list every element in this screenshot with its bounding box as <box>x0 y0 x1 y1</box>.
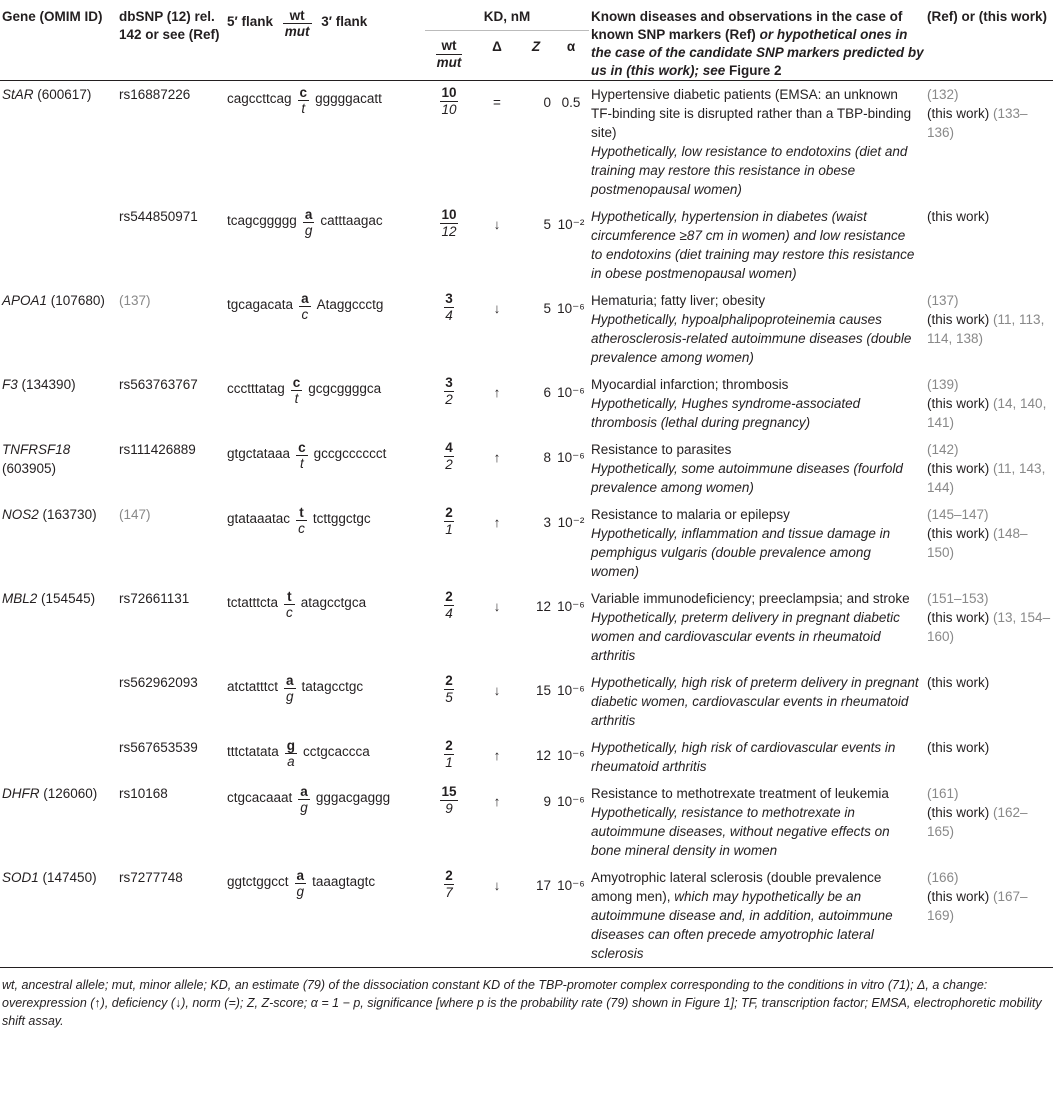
delta-cell: = <box>493 95 501 110</box>
table-row <box>0 203 1053 287</box>
disease-cell: Resistance to methotrexate treatment of leukemia Hypothetically, resistance to methotrexate in autoimmune diseases, without negative effects on bone mineral density in women <box>591 786 890 858</box>
kd-cell: $\frac{15}{9}$ <box>441 784 457 816</box>
header-flank: 5′ flank $\frac{wt}{\text{mut}}$ 3′ flank <box>227 8 368 39</box>
disease-cell: Hypothetically, high risk of cardiovascular events in rheumatoid arthritis <box>591 740 896 774</box>
alpha-cell: 10⁻⁶ <box>557 301 585 316</box>
disease-cell: Myocardial infarction; thrombosis Hypothetically, Hughes syndrome-associated thrombosis (lethal during pregnancy) <box>591 377 861 430</box>
kd-cell: $\frac{10}{10}$ <box>441 85 457 117</box>
gene-cell: StAR (600617) <box>2 87 92 102</box>
gene-cell: TNFRSF18 (603905) <box>2 442 71 476</box>
delta-cell: ↓ <box>493 301 501 316</box>
table-row <box>0 864 1053 967</box>
alpha-cell: 10⁻² <box>557 217 585 232</box>
snp-cell: rs544850971 <box>119 209 198 224</box>
gene-cell <box>0 203 118 287</box>
gene-cell: SOD1 (147450) <box>2 870 97 885</box>
z-cell: 5 <box>543 217 551 232</box>
gene-cell: APOA1 (107680) <box>2 293 105 308</box>
flank-cell: atctatttct $\frac{a}{g}$ tatagcctgc <box>227 673 364 704</box>
flank-cell: ccctttatag $\frac{c}{t}$ gcgcggggca <box>227 375 382 406</box>
z-cell: 8 <box>543 450 551 465</box>
table-row <box>0 734 1053 780</box>
flank-cell: gtataaatac $\frac{t}{c}$ tcttggctgc <box>227 505 371 536</box>
snp-cell: rs7277748 <box>119 870 183 885</box>
gene-cell: F3 (134390) <box>2 377 76 392</box>
z-cell: 6 <box>543 385 551 400</box>
header-delta: Δ <box>492 39 502 55</box>
refs-cell: (137) (this work) (11, 113, 114, 138) <box>927 293 1045 346</box>
flank-cell: tgcagacata $\frac{a}{c}$ Ataggccctg <box>227 291 384 322</box>
table-footnote: wt, ancestral allele; mut, minor allele; KD, an estimate (79) of the dissociation constant KD of the TBP-promoter complex corresponding to the conditions in vitro (71); Δ, a change: overexpression (↑), deficiency (↓), norm (=); Z, Z-score; α = 1 − p, significance [where p is the probability rate (79) shown in Figure 1]; TF, transcription factor; EMSA, electrophoretic mobility shift assay. <box>0 967 1053 1030</box>
header-alpha: α <box>566 39 576 55</box>
z-cell: 12 <box>535 599 551 614</box>
refs-cell: (this work) <box>927 209 990 224</box>
alpha-cell: 10⁻⁶ <box>557 683 585 698</box>
gene-cell: NOS2 (163730) <box>2 507 97 522</box>
snp-cell: (137) <box>119 293 151 308</box>
kd-cell: $\frac{4}{2}$ <box>445 440 453 472</box>
header-gene: Gene (OMIM ID) <box>2 9 103 24</box>
refs-cell: (161) (this work) (162–165) <box>927 786 1028 839</box>
flank-cell: tctatttcta $\frac{t}{c}$ atagcctgca <box>227 589 367 620</box>
kd-cell: $\frac{3}{2}$ <box>445 375 453 407</box>
header-diseases: Known diseases and observations in the case of known SNP markers (Ref) or hypothetical ones in the case of the candidate SNP markers predicted by us in (this work); see Figure 2 <box>591 9 924 78</box>
disease-cell: Hypothetically, hypertension in diabetes (waist circumference ≥87 cm in women) and low resistance to endotoxins (diet training may restore this resistance in obese postmenopausal women) <box>591 209 915 281</box>
z-cell: 9 <box>543 794 551 809</box>
z-cell: 5 <box>543 301 551 316</box>
kd-cell: $\frac{2}{5}$ <box>445 673 453 705</box>
disease-cell: Hypertensive diabetic patients (EMSA: an unknown TF-binding site is disrupted rather than a TBP-binding site) Hypothetically, low resistance to endotoxins (diet and training may restore this resistance in obese postmenopausal women) <box>591 87 912 197</box>
refs-cell: (151–153) (this work) (13, 154–160) <box>927 591 1051 644</box>
header-dbsnp: dbSNP (12) rel. 142 or see (Ref) <box>119 9 220 42</box>
flank-cell: tttctatata $\frac{g}{a}$ cctgcaccca <box>227 738 370 769</box>
delta-cell: ↑ <box>493 450 501 465</box>
delta-cell: ↑ <box>493 794 501 809</box>
table-row <box>0 780 1053 864</box>
kd-cell: $\frac{2}{7}$ <box>445 868 453 900</box>
alpha-cell: 10⁻⁶ <box>557 748 585 763</box>
header-ref: (Ref) or (this work) <box>927 9 1047 24</box>
alpha-cell: 10⁻² <box>557 515 585 530</box>
snp-cell: rs562962093 <box>119 675 198 690</box>
kd-cell: $\frac{2}{1}$ <box>445 738 453 770</box>
gene-cell <box>0 734 118 780</box>
gene-cell: DHFR (126060) <box>2 786 98 801</box>
flank-cell: ggtctggcct $\frac{a}{g}$ taaagtagtc <box>227 868 376 899</box>
delta-cell: ↑ <box>493 385 501 400</box>
snp-cell: rs10168 <box>119 786 168 801</box>
refs-cell: (132) (this work) (133–136) <box>927 87 1028 140</box>
refs-cell: (139) (this work) (14, 140, 141) <box>927 377 1047 430</box>
table-row <box>0 371 1053 436</box>
alpha-cell: 10⁻⁶ <box>557 878 585 893</box>
snp-cell: rs567653539 <box>119 740 198 755</box>
snp-cell: rs72661131 <box>119 591 190 606</box>
alpha-cell: 10⁻⁶ <box>557 794 585 809</box>
gene-cell <box>0 669 118 734</box>
delta-cell: ↓ <box>493 217 501 232</box>
alpha-cell: 10⁻⁶ <box>557 450 585 465</box>
snp-cell: (147) <box>119 507 151 522</box>
header-kd-frac: $\frac{wt}{\text{mut}}$ <box>436 38 462 71</box>
disease-cell: Variable immunodeficiency; preeclampsia; and stroke Hypothetically, preterm delivery in pregnant diabetic women and cardiovascular events in rheumatoid arthritis <box>591 591 910 663</box>
flank-cell: ctgcacaaat $\frac{a}{g}$ gggacgaggg <box>227 784 391 815</box>
z-cell: 3 <box>543 515 551 530</box>
z-cell: 15 <box>535 683 551 698</box>
z-cell: 17 <box>535 878 551 893</box>
snp-cell: rs16887226 <box>119 87 191 102</box>
header-kd: KD, nM <box>424 0 590 32</box>
z-cell: 12 <box>535 748 551 763</box>
flank-cell: cagccttcag $\frac{c}{t}$ gggggacatt <box>227 85 382 116</box>
flank-cell: tcagcggggg $\frac{a}{g}$ catttaagac <box>227 207 383 238</box>
alpha-cell: 0.5 <box>561 95 581 110</box>
kd-cell: $\frac{2}{1}$ <box>445 505 453 537</box>
table-row <box>0 669 1053 734</box>
disease-cell: Hypothetically, high risk of preterm delivery in pregnant diabetic women, cardiovascular events in rheumatoid arthritis <box>591 675 919 728</box>
kd-cell: $\frac{2}{4}$ <box>445 589 453 621</box>
kd-cell: $\frac{10}{12}$ <box>441 207 457 239</box>
refs-cell: (142) (this work) (11, 143, 144) <box>927 442 1046 495</box>
table-body <box>0 81 1053 968</box>
refs-cell: (this work) <box>927 740 990 755</box>
snp-cell: rs111426889 <box>119 442 196 457</box>
z-cell: 0 <box>543 95 551 110</box>
table-row <box>0 287 1053 371</box>
snp-cell: rs563763767 <box>119 377 198 392</box>
header-z: Z <box>531 39 541 55</box>
table-row <box>0 81 1053 204</box>
flank-cell: gtgctataaa $\frac{c}{t}$ gccgcccccct <box>227 440 387 471</box>
table-row <box>0 501 1053 585</box>
table-row <box>0 436 1053 501</box>
refs-cell: (145–147) (this work) (148–150) <box>927 507 1028 560</box>
alpha-cell: 10⁻⁶ <box>557 599 585 614</box>
disease-cell: Hematuria; fatty liver; obesity Hypothetically, hypoalphalipoproteinemia causes atherosclerosis-related autoimmune diseases (double prevalence among women) <box>591 293 912 365</box>
gene-cell: MBL2 (154545) <box>2 591 96 606</box>
delta-cell: ↑ <box>493 748 501 763</box>
disease-cell: Amyotrophic lateral sclerosis (double prevalence among men), which may hypothetically be an autoimmune disease and, in addition, autoimmune diseases can often precede amyotrophic lateral sclerosis <box>591 870 893 961</box>
table-row <box>0 585 1053 669</box>
delta-cell: ↓ <box>493 599 501 614</box>
disease-cell: Resistance to malaria or epilepsy Hypothetically, inflammation and tissue damage in pemphigus vulgaris (double prevalence among women) <box>591 507 891 579</box>
alpha-cell: 10⁻⁶ <box>557 385 585 400</box>
table-header <box>0 0 1053 81</box>
refs-cell: (this work) <box>927 675 990 690</box>
disease-cell: Resistance to parasites Hypothetically, some autoimmune diseases (fourfold prevalence among women) <box>591 442 903 495</box>
delta-cell: ↓ <box>493 878 501 893</box>
kd-cell: $\frac{3}{4}$ <box>445 291 453 323</box>
delta-cell: ↑ <box>493 515 501 530</box>
refs-cell: (166) (this work) (167–169) <box>927 870 1028 923</box>
delta-cell: ↓ <box>493 683 501 698</box>
